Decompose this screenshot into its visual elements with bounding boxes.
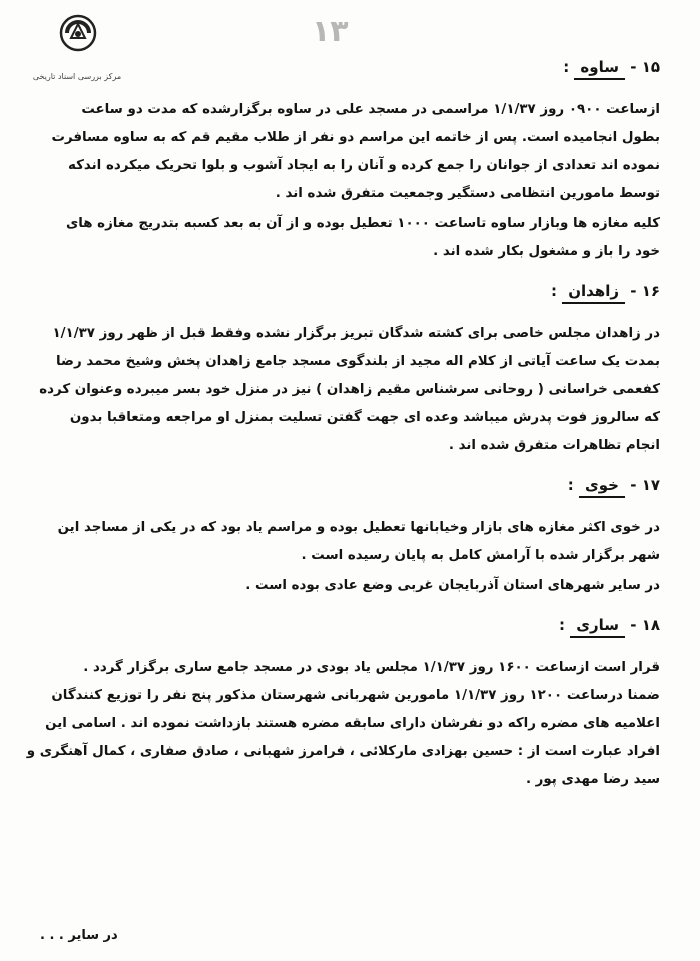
archive-emblem-icon [59, 14, 97, 52]
section-paragraph: قرار است ازساعت ۱۶۰۰ روز ۱/۱/۳۷ مجلس یاد بودی در مسجد جامع ساری برگزار گردد . ضمنا درساعت ۱۲۰۰ روز ۱/۱/۳۷ مامورین شهربانی شهرستان مذکور پنج نفر را توزیع کنندگان اعلامیه های مضره راکه دو نفرشان دارای سابقه مضره هستند بازداشت نموده اند . اسامی این افراد عبارت است از : حسین بهزادی مارکلائی ، فرامرز شهبانی ، صادق صفاری ، کمال آهنگری و سید رضا مهدی پور . [26, 660, 660, 787]
section-heading: ۱۵ - ساوه : [26, 56, 660, 78]
page-number: ۱۳ [312, 14, 349, 49]
section-paragraph: در زاهدان مجلس خاصی برای کشته شدگان تبریز برگزار نشده وفقط قبل از ظهر روز ۱/۱/۳۷ بمدت یک ساعت آیاتی از کلام اله مجید از بلندگوی مسجد جامع زاهدان پخش وشیخ محمد رضا کفعمی خراسانی ( روحانی سرشناس مقیم زاهدان ) نیز در منزل خود بسر میبرده وعنوان کرده که سالروز فوت پدرش میباشد وعده ای جهت گفتن تسلیت بمنزل او مراجعه ومتعاقبا بدون انجام تظاهرات متفرق شده اند . [39, 326, 660, 453]
section-number: ۱۵ [641, 58, 660, 76]
section-paragraph: ازساعت ۰۹۰۰ روز ۱/۱/۳۷ مراسمی در مسجد علی در ساوه برگزارشده که مدت دو ساعت بطول انجامیده است. پس از خاتمه این مراسم دو نفر از طلاب مقیم قم که به ساوه مسافرت نموده اند تعدادی از جوانان را جمع کرده و آنان را به ایجاد آشوب و بلوا تحریک میکرده اندکه توسط مامورین انتظامی دستگیر وجمعیت متفرق شده اند . [51, 102, 660, 201]
section-title: ساوه [574, 56, 625, 80]
document-body [26, 56, 660, 796]
section-paragraph: در سایر شهرهای استان آذربایجان غربی وضع عادی بوده است . [245, 578, 660, 593]
continuation-note: در سایر . . . [40, 928, 118, 943]
section-number: ۱۸ [641, 616, 660, 634]
section-title: زاهدان [562, 280, 625, 304]
section-title: خوی [579, 474, 625, 498]
section-heading: ۱۸ - ساری : [26, 614, 660, 636]
section-number: ۱۶ [641, 282, 660, 300]
archive-caption: مرکز بررسی اسناد تاریخی [32, 72, 122, 81]
section-number: ۱۷ [641, 476, 660, 494]
section-paragraph: در خوی اکثر مغازه های بازار وخیابانها تعطیل بوده و مراسم یاد بود که در یکی از مساجد این شهر برگزار شده با آرامش کامل به پایان رسیده است . [57, 520, 660, 563]
section-heading: ۱۶ - زاهدان : [26, 280, 660, 302]
section-heading: ۱۷ - خوی : [26, 474, 660, 496]
section-title: ساری [570, 614, 625, 638]
section-paragraph: کلیه مغازه ها وبازار ساوه تاساعت ۱۰۰۰ تعطیل بوده و از آن به بعد کسبه بتدریج مغازه های خود را باز و مشغول بکار شده اند . [65, 216, 660, 259]
